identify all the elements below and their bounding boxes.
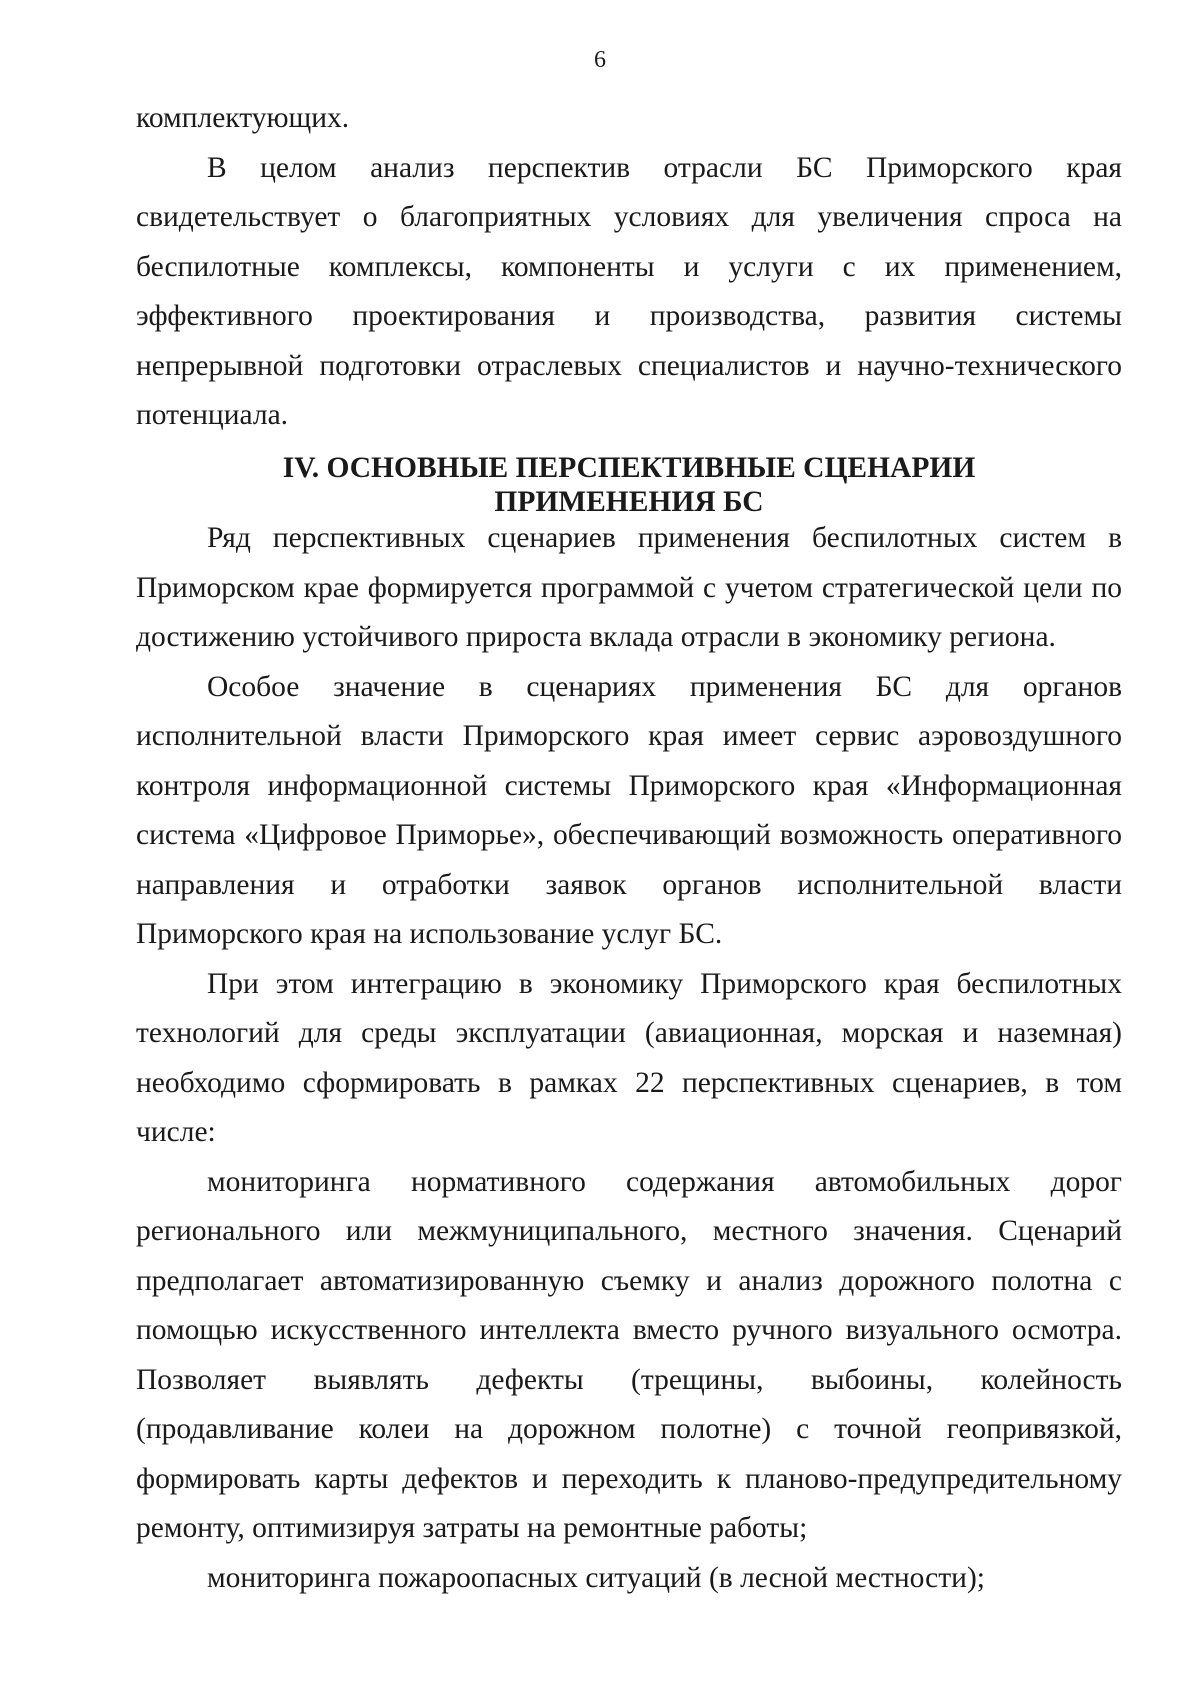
- section-heading-line-2: ПРИМЕНЕНИЯ БС: [494, 486, 764, 518]
- paragraph-integration: При этом интеграцию в экономику Приморского края беспилотных технологий для среды эксплуатации (авиационная, морская и наземная) необходимо сформировать в рамках 22 перспективных сценариев, в том числе:: [136, 967, 1122, 1148]
- paragraph-road-monitoring: мониторинга нормативного содержания автомобильных дорог регионального или межмуниципального, местного значения. Сценарий предполагает автоматизированную съемку и анализ дорожного полотна с помощью искусственного интеллекта вместо ручного визуального осмотра. Позволяет выявлять дефекты (трещины, выбоины, колейность (продавливание колеи на дорожном полотне) с точной геопривязкой, формировать карты дефектов и переходить к планово-предупредительному ремонту, оптимизируя затраты на ремонтные работы;: [136, 1165, 1122, 1544]
- continuation-text: комплектующих.: [136, 102, 350, 134]
- top-text-block: [136, 94, 1122, 441]
- paragraph-scenarios-intro: Ряд перспективных сценариев применения беспилотных систем в Приморском крае формируется программой с учетом стратегической цели по достижению устойчивого прироста вклада отрасли в экономику региона.: [136, 522, 1122, 653]
- paragraph-analysis-summary: В целом анализ перспектив отрасли БС Приморского края свидетельствует о благоприятных условиях для увеличения спроса на беспилотные комплексы, компоненты и услуги с их применением, эффективного проектирования и производства, развития системы непрерывной подготовки отраслевых специалистов и научно-технического потенциала.: [136, 151, 1122, 431]
- paragraph-digital-primorye: Особое значение в сценариях применения БС для органов исполнительной власти Приморского края имеет сервис аэровоздушного контроля информационной системы Приморского края «Информационная система «Цифровое Приморье», обеспечивающий возможность оперативного направления и отработки заявок органов исполнительной власти Приморского края на использование услуг БС.: [136, 670, 1122, 950]
- section-heading: [136, 451, 1122, 519]
- paragraph-fire-monitoring: мониторинга пожароопасных ситуаций (в лесной местности);: [207, 1561, 985, 1594]
- section-heading-line-1: IV. ОСНОВНЫЕ ПЕРСПЕКТИВНЫЕ СЦЕНАРИИ: [282, 452, 976, 484]
- page-number: 6: [594, 47, 606, 73]
- section-body: [136, 514, 1122, 1603]
